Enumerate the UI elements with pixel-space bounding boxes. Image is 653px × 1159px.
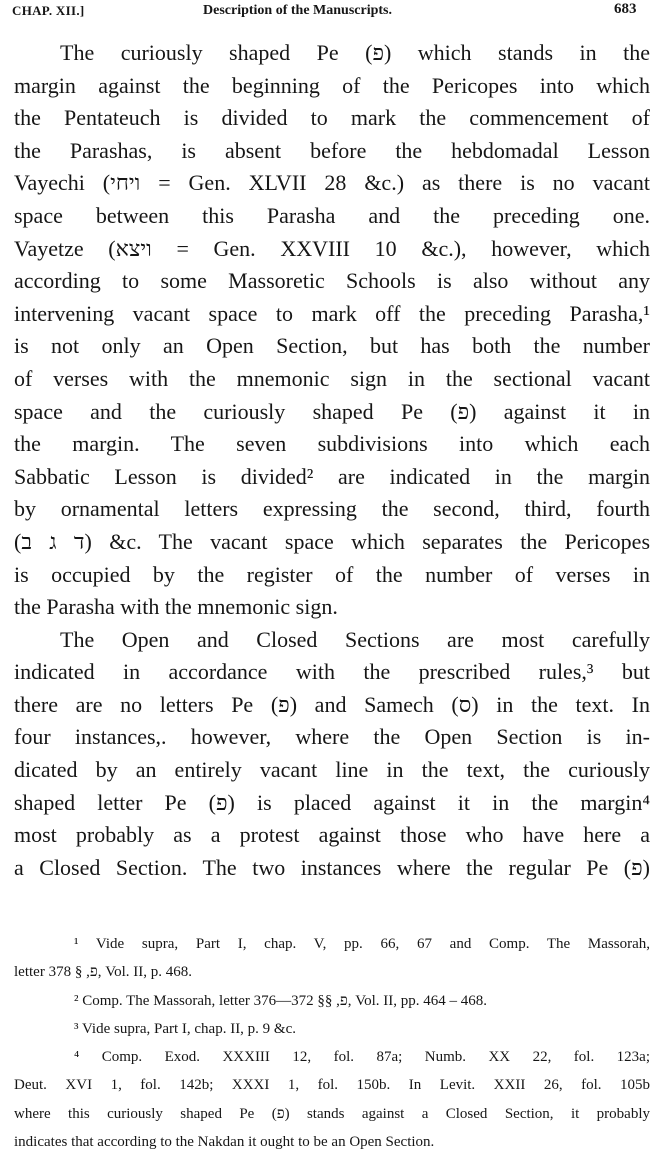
text-line: Sabbatic Lesson is divided² are indicated in the margin [14, 463, 650, 489]
text-line: the Parashas, is absent before the hebdomadal Lesson [14, 137, 650, 163]
text-line: the margin. The seven subdivisions into which each [14, 431, 650, 457]
text-line: by ornamental letters expressing the second, third, fourth [14, 496, 650, 522]
text-line: shaped letter Pe (פ) is placed against it in the margin⁴ [14, 789, 650, 815]
text-line: most probably as a protest against those who have here a [14, 822, 650, 848]
text-line: Vayechi (ויחי = Gen. XLVII 28 &c.) as there is no vacant [14, 170, 650, 196]
footnote-line: ¹ Vide supra, Part I, chap. V, pp. 66, 67 and Comp. The Massorah, [74, 936, 650, 952]
text-line: dicated by an entirely vacant line in the text, the curiously [14, 757, 650, 783]
text-line: space and the curiously shaped Pe (פ) against it in [14, 398, 650, 424]
page-number: 683 [614, 1, 637, 17]
chapter-label: CHAP. XII.] [12, 3, 85, 18]
footnote-line: ³ Vide supra, Part I, chap. II, p. 9 &c. [74, 1020, 297, 1037]
text-line: according to some Massoretic Schools is also without any [14, 268, 650, 294]
text-line: the Pentateuch is divided to mark the commencement of [14, 105, 650, 131]
footnotes [14, 930, 650, 1156]
text-line: (ד ג ב) &c. The vacant space which separates the Pericopes [14, 528, 650, 554]
footnote-line: letter פ, § 378, Vol. II, p. 468. [14, 964, 192, 981]
text-line: Vayetze (ויצא = Gen. XXVIII 10 &c.), however, which [14, 235, 650, 261]
text-line: margin against the beginning of the Pericopes into which [14, 72, 650, 98]
footnote-line: where this curiously shaped Pe (פ) stands against a Closed Section, it probably [14, 1105, 650, 1122]
footnote-line: indicates that according to the Nakdan it ought to be an Open Section. [14, 1134, 435, 1151]
main-text [14, 37, 650, 884]
footnote-line: ⁴ Comp. Exod. XXXIII 12, fol. 87a; Numb. XX 22, fol. 123a; [74, 1049, 650, 1066]
text-line: indicated in accordance with the prescribed rules,³ but [14, 659, 650, 685]
text-line: four instances,. however, where the Open Section is in- [14, 724, 650, 750]
text-line: The curiously shaped Pe (פ) which stands in the [60, 40, 650, 65]
footnote-line: Deut. XVI 1, fol. 142b; XXXI 1, fol. 150b. In Levit. XXII 26, fol. 105b [14, 1077, 650, 1094]
text-line: is occupied by the register of the number of verses in [14, 561, 650, 587]
text-line: a Closed Section. The two instances where the regular Pe (פ) [14, 854, 650, 880]
running-title: Description of the Manuscripts. [203, 3, 392, 18]
text-line: is not only an Open Section, but has both the number [14, 333, 650, 359]
text-line: the Parasha with the mnemonic sign. [14, 594, 338, 620]
footnote-line: ² Comp. The Massorah, letter פ, §§ 372—376, Vol. II, pp. 464 – 468. [74, 992, 488, 1009]
text-line: space between this Parasha and the preceding one. [14, 202, 650, 228]
text-line: there are no letters Pe (פ) and Samech (ס) in the text. In [14, 691, 650, 717]
text-line: intervening vacant space to mark off the preceding Parasha,¹ [14, 300, 650, 326]
running-header [0, 0, 653, 24]
text-line: The Open and Closed Sections are most carefully [60, 626, 650, 652]
text-line: of verses with the mnemonic sign in the sectional vacant [14, 365, 650, 391]
